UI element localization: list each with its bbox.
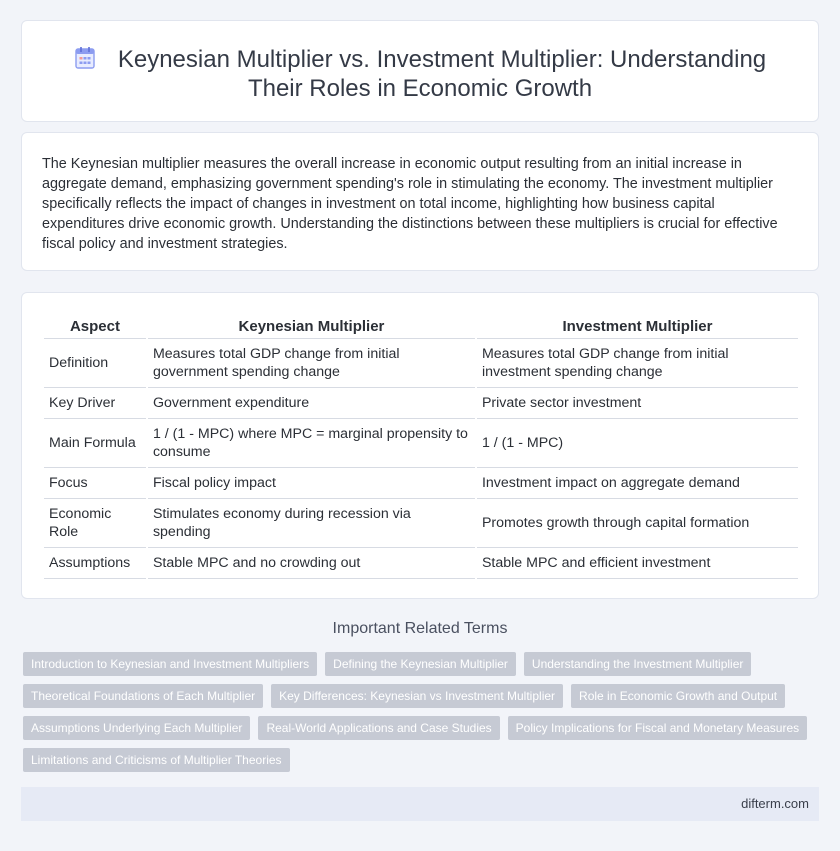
page-title-wrap — [22, 45, 818, 103]
tag-row — [23, 652, 823, 676]
table-row — [44, 339, 798, 388]
related-term-tag[interactable]: Assumptions Underlying Each Multiplier — [23, 716, 250, 740]
table-cell: Stable MPC and efficient investment — [477, 548, 798, 579]
related-terms-list — [23, 652, 823, 780]
table-cell: Economic Role — [44, 499, 146, 548]
table-row — [44, 499, 798, 548]
table-row — [44, 548, 798, 579]
table-cell: 1 / (1 - MPC) where MPC = marginal propensity to consume — [148, 419, 475, 468]
column-header-aspect: Aspect — [44, 317, 146, 339]
tag-row — [23, 684, 823, 708]
table-cell: Stimulates economy during recession via spending — [148, 499, 475, 548]
table-row — [44, 388, 798, 419]
intro-card — [21, 132, 819, 271]
table-cell: 1 / (1 - MPC) — [477, 419, 798, 468]
column-header-keynesian: Keynesian Multiplier — [148, 317, 475, 339]
table-header-row — [44, 317, 798, 339]
table-cell: Definition — [44, 339, 146, 388]
comparison-table — [42, 317, 800, 579]
tag-row — [23, 748, 823, 772]
title-card — [21, 20, 819, 122]
column-header-investment: Investment Multiplier — [477, 317, 798, 339]
related-term-tag[interactable]: Limitations and Criticisms of Multiplier Theories — [23, 748, 290, 772]
related-terms-heading: Important Related Terms — [332, 620, 508, 637]
table-row — [44, 419, 798, 468]
tag-row — [23, 716, 823, 740]
table-cell: Measures total GDP change from initial government spending change — [148, 339, 475, 388]
table-cell: Main Formula — [44, 419, 146, 468]
table-cell: Private sector investment — [477, 388, 798, 419]
table-cell: Investment impact on aggregate demand — [477, 468, 798, 499]
table-cell: Promotes growth through capital formation — [477, 499, 798, 548]
table-row — [44, 468, 798, 499]
comparison-card — [21, 292, 819, 599]
footer-site-link[interactable]: difterm.com — [741, 796, 809, 811]
table-cell: Key Driver — [44, 388, 146, 419]
table-cell: Measures total GDP change from initial investment spending change — [477, 339, 798, 388]
intro-paragraph: The Keynesian multiplier measures the overall increase in economic output resulting from an initial increase in aggregate demand, emphasizing government spending's role in stimulating the economy. The investment multiplier specifically reflects the impact of changes in investment on total income, highlighting how business capital expenditures drive economic growth. Understanding the distinctions between these multipliers is crucial for effective fiscal policy and investment strategies. — [42, 156, 778, 252]
footer — [21, 787, 819, 821]
table-cell: Stable MPC and no crowding out — [148, 548, 475, 579]
document-icon — [74, 46, 96, 70]
related-term-tag[interactable]: Understanding the Investment Multiplier — [524, 652, 751, 676]
related-term-tag[interactable]: Theoretical Foundations of Each Multiplier — [23, 684, 263, 708]
table-cell: Government expenditure — [148, 388, 475, 419]
related-term-tag[interactable]: Key Differences: Keynesian vs Investment Multiplier — [271, 684, 563, 708]
related-term-tag[interactable]: Introduction to Keynesian and Investment Multipliers — [23, 652, 317, 676]
related-term-tag[interactable]: Role in Economic Growth and Output — [571, 684, 785, 708]
table-cell: Focus — [44, 468, 146, 499]
related-term-tag[interactable]: Real-World Applications and Case Studies — [258, 716, 499, 740]
table-cell: Fiscal policy impact — [148, 468, 475, 499]
page-title: Keynesian Multiplier vs. Investment Multiplier: Understanding Their Roles in Economic Growth — [117, 46, 767, 102]
table-cell: Assumptions — [44, 548, 146, 579]
related-term-tag[interactable]: Defining the Keynesian Multiplier — [325, 652, 516, 676]
related-term-tag[interactable]: Policy Implications for Fiscal and Monetary Measures — [508, 716, 807, 740]
